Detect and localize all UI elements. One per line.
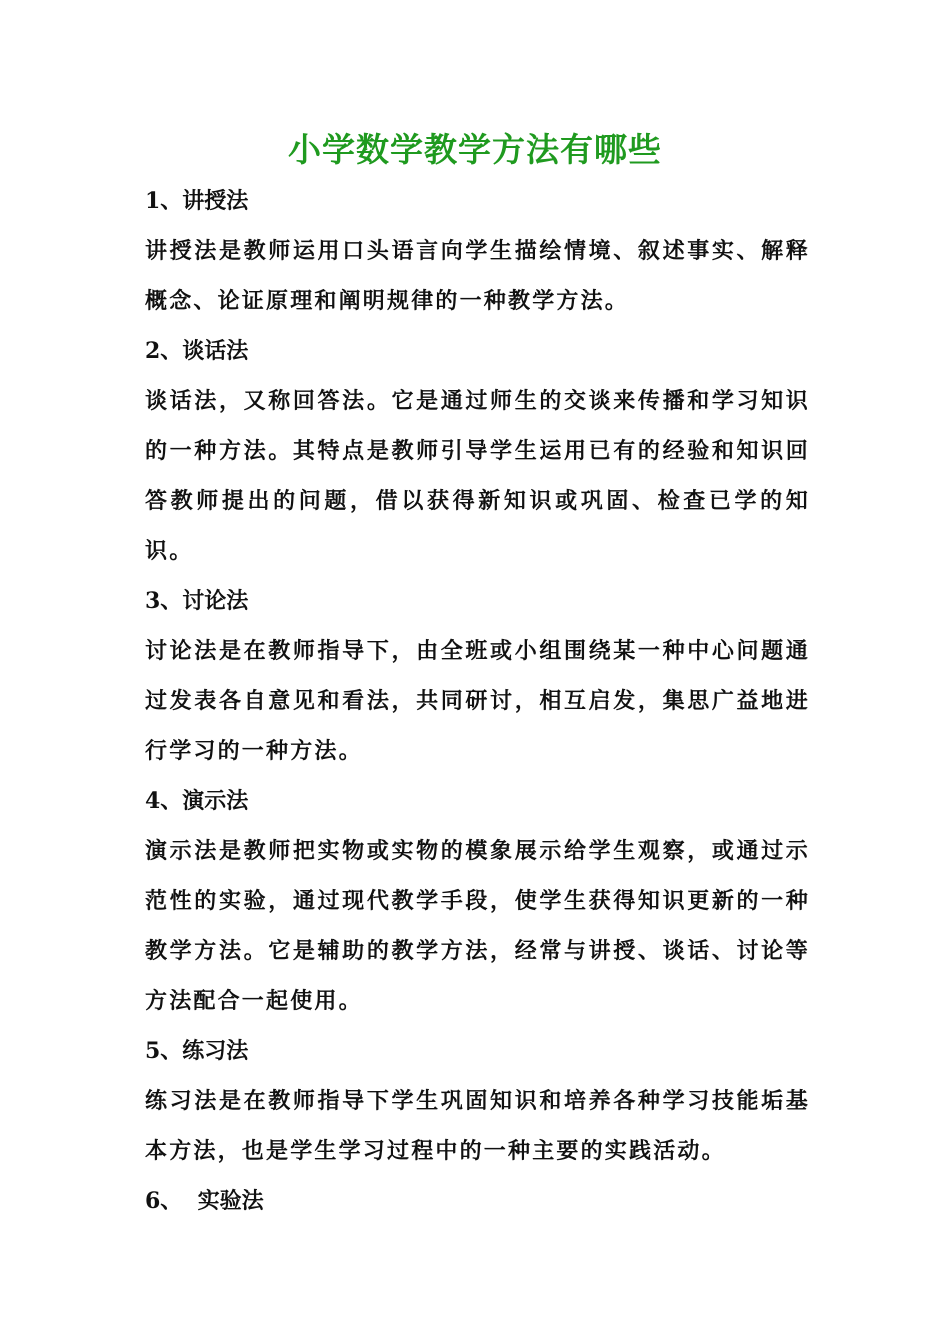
page-title: 小学数学教学方法有哪些: [288, 130, 662, 169]
section-text-5: 练习法是在教师指导下学生巩固知识和培养各种学习技能垢基本方法，也是学生学习过程中的一种主要的实践活动。: [145, 1088, 810, 1164]
section-heading-4: 4、演示法: [145, 788, 249, 814]
section-heading-6: 6、 实验法: [145, 1188, 264, 1214]
section-heading-3: 3、讨论法: [145, 588, 249, 614]
section-heading-1: 1、讲授法: [145, 188, 249, 214]
section-heading-5: 5、练习法: [145, 1038, 249, 1064]
section-text-4: 演示法是教师把实物或实物的模象展示给学生观察，或通过示范性的实验，通过现代教学手段，使学生获得知识更新的一种教学方法。它是辅助的教学方法，经常与讲授、谈话、讨论等方法配合一起使用。: [145, 838, 810, 1014]
document-body: [145, 176, 810, 1226]
section-heading-2: 2、谈话法: [145, 338, 249, 364]
section-text-1: 讲授法是教师运用口头语言向学生描绘情境、叙述事实、解释概念、论证原理和阐明规律的一种教学方法。: [145, 238, 810, 314]
section-text-3: 讨论法是在教师指导下，由全班或小组围绕某一种中心问题通过发表各自意见和看法，共同研讨，相互启发，集思广益地进行学习的一种方法。: [145, 638, 810, 764]
section-text-2: 谈话法，又称回答法。它是通过师生的交谈来传播和学习知识的一种方法。其特点是教师引导学生运用已有的经验和知识回答教师提出的问题，借以获得新知识或巩固、检查已学的知识。: [145, 388, 810, 564]
